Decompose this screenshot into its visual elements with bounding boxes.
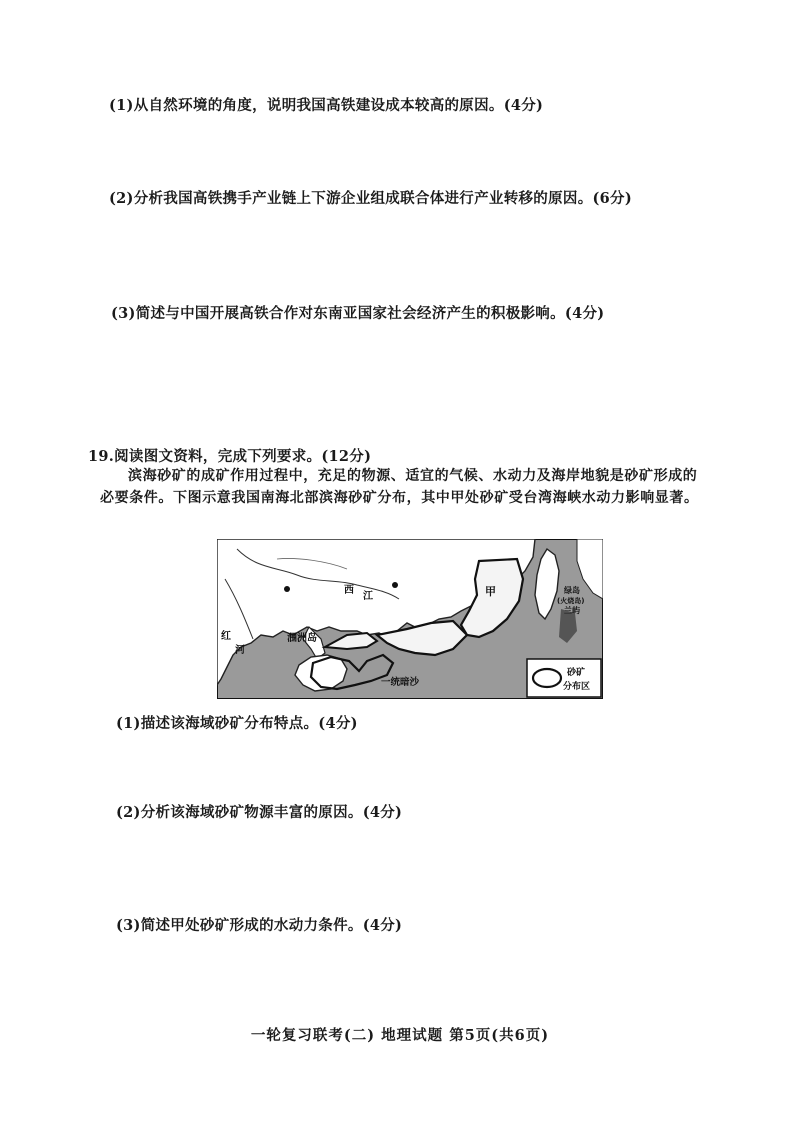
question-19-material [100, 465, 700, 509]
map-figure [217, 539, 603, 699]
question-18-3: (3)简述与中国开展高铁合作对东南亚国家社会经济产生的积极影响。(4分) [111, 305, 605, 322]
label-yitong: 一统暗沙 [381, 677, 420, 688]
label-ludao: 绿岛 [564, 586, 580, 595]
label-jia: 甲 [485, 585, 496, 598]
question-19-3: (3)简述甲处砂矿形成的水动力条件。(4分) [116, 917, 403, 934]
material-text: 滨海砂矿的成矿作用过程中，充足的物源、适宜的气候、水动力及海岸地貌是砂矿形成的必要条件。下图示意我国南海北部滨海砂矿分布，其中甲处砂矿受台湾海峡水动力影响显著。 [100, 468, 699, 506]
page-footer: 一轮复习联考(二) 地理试题 第5页(共6页) [250, 1027, 550, 1044]
city-dot [392, 582, 398, 588]
label-he: 河 [235, 645, 245, 656]
label-dashaodao: (火烧岛) [557, 597, 585, 605]
question-18-2: (2)分析我国高铁携手产业链上下游企业组成联合体进行产业转移的原因。(6分) [109, 190, 633, 207]
label-lanyu: 兰屿 [564, 606, 580, 615]
question-19-1: (1)描述该海域砂矿分布特点。(4分) [116, 715, 358, 732]
question-19-2: (2)分析该海域砂矿物源丰富的原因。(4分) [116, 804, 403, 821]
question-19-heading: 19.阅读图文资料，完成下列要求。(12分) [88, 448, 372, 465]
question-18-1: (1)从自然环境的角度，说明我国高铁建设成本较高的原因。(4分) [109, 97, 544, 114]
legend-label-2: 分布区 [563, 682, 591, 692]
sand-mine-map [217, 539, 603, 699]
label-hong: 红 [221, 631, 231, 642]
city-dot [284, 586, 290, 592]
legend-label-1: 砂矿 [567, 668, 586, 678]
label-xijiang-2: 江 [363, 591, 373, 602]
label-weizhou: 涠洲岛 [287, 633, 317, 644]
label-xijiang-1: 西 [344, 585, 354, 596]
